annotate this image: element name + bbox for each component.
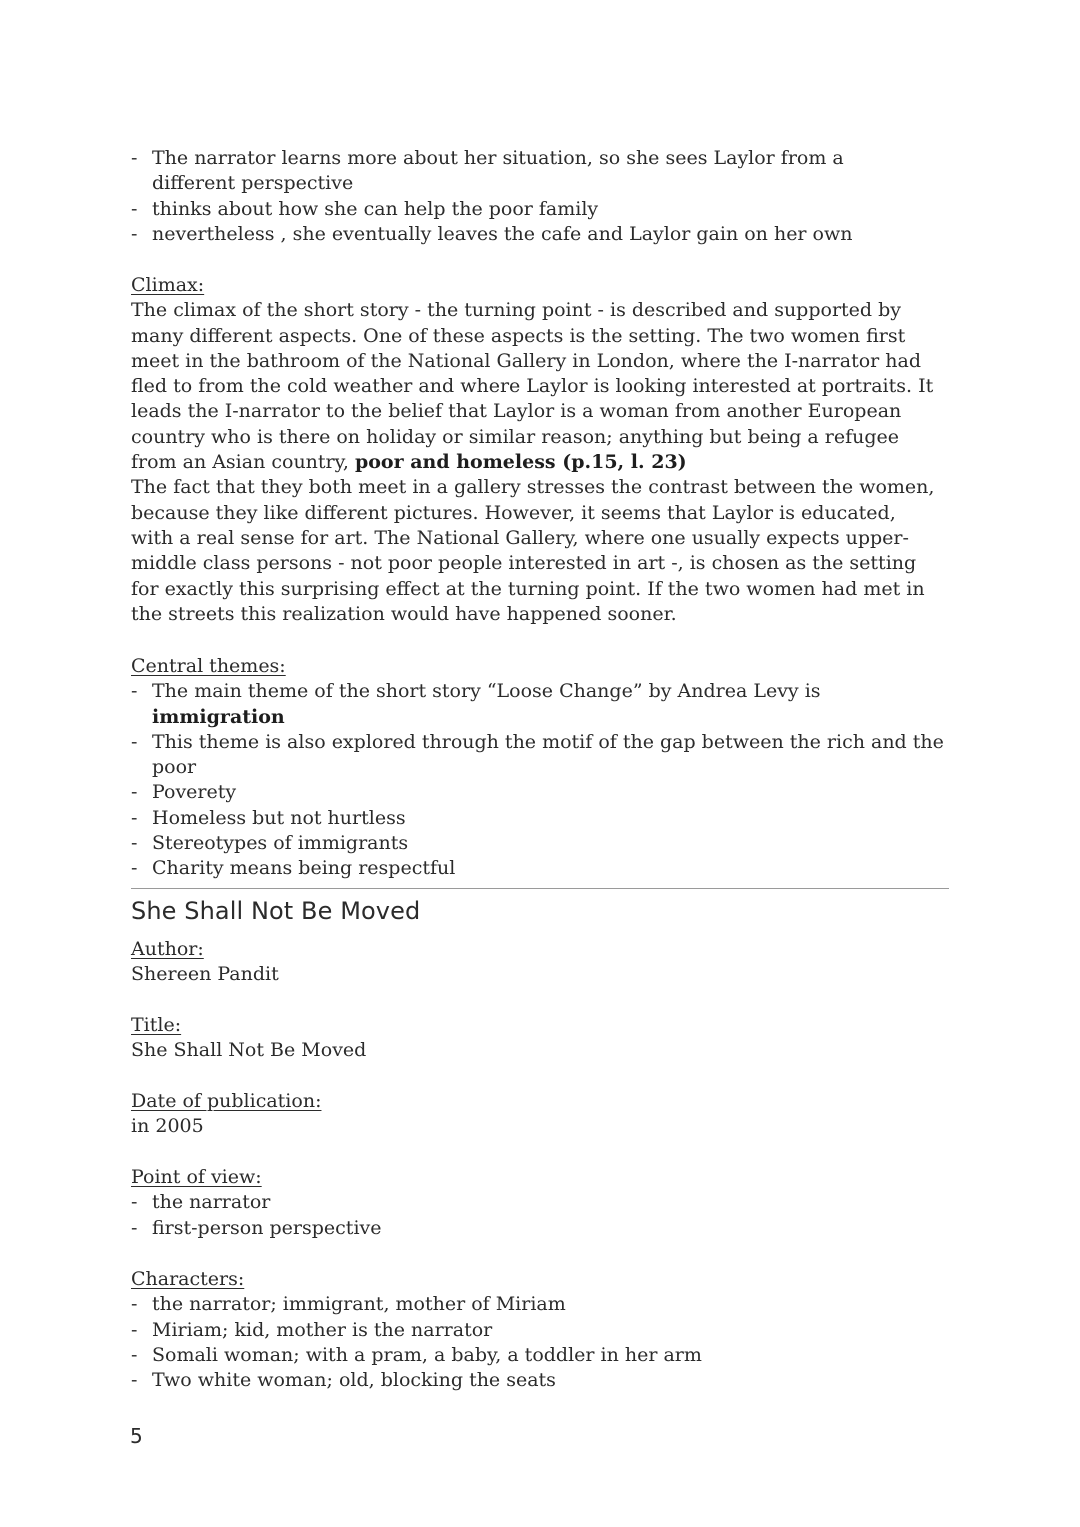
climax-section	[131, 273, 943, 627]
theme-main-text: The main theme of the short story “Loose Change” by Andrea Levy is	[152, 680, 821, 703]
characters-heading: Characters:	[131, 1268, 245, 1290]
list-item: - Poverety	[131, 780, 951, 805]
list-item	[131, 679, 951, 730]
climax-paragraph-2: The fact that they both meet in a gallery stresses the contrast between the women, because they like different pictures. However, it seems that Laylor is educated, with a real sense for art. The National Gallery, where one usually expects upper-middle class persons - not poor people interested in art -, is chosen as the setting for exactly this surprising effect at the turning point. If the two women had met in the streets this realization would have happened sooner.	[131, 476, 935, 625]
section-title: She Shall Not Be Moved	[131, 897, 421, 925]
climax-heading: Climax:	[131, 274, 205, 296]
central-themes-heading: Central themes:	[131, 655, 286, 677]
theme-main-bold: immigration	[152, 705, 285, 728]
author-value: Shereen Pandit	[131, 963, 279, 986]
list-item: - Stereotypes of immigrants	[131, 831, 951, 856]
list-item: - The narrator learns more about her situation, so she sees Laylor from a different perspective	[131, 146, 862, 197]
point-of-view-list	[131, 1190, 951, 1241]
list-item: - the narrator; immigrant, mother of Miriam	[131, 1292, 951, 1317]
list-item: - This theme is also explored through the motif of the gap between the rich and the poor	[131, 730, 951, 781]
characters-section	[131, 1267, 951, 1393]
central-themes-list	[131, 679, 951, 881]
author-heading: Author:	[131, 938, 204, 960]
list-item: - Homeless but not hurtless	[131, 806, 951, 831]
list-item: - the narrator	[131, 1190, 951, 1215]
publication-section	[131, 1089, 951, 1140]
list-item: - first-person perspective	[131, 1216, 951, 1241]
publication-value: in 2005	[131, 1115, 204, 1138]
page-number: 5	[130, 1424, 143, 1448]
list-item: - nevertheless , she eventually leaves the cafe and Laylor gain on her own	[131, 222, 951, 247]
climax-paragraph-1	[131, 298, 943, 475]
point-of-view-heading: Point of view:	[131, 1166, 262, 1188]
section-divider	[131, 888, 949, 889]
point-of-view-section	[131, 1165, 951, 1241]
title-value: She Shall Not Be Moved	[131, 1039, 367, 1062]
intro-bullet-list	[131, 146, 951, 247]
climax-quote-citation: poor and homeless (p.15, l. 23)	[354, 451, 687, 474]
author-section	[131, 937, 951, 988]
list-item: - Two white woman; old, blocking the seats	[131, 1368, 951, 1393]
characters-list	[131, 1292, 951, 1393]
list-item: - Somali woman; with a pram, a baby, a toddler in her arm	[131, 1343, 951, 1368]
publication-heading: Date of publication:	[131, 1090, 322, 1112]
climax-paragraph-1-text: The climax of the short story - the turning point - is described and supported by many different aspects. One of these aspects is the setting. The two women first meet in the bathroom of the National Gallery in London, where the I-narrator had fled to from the cold weather and where Laylor is looking interested at portraits. It leads the I-narrator to the belief that Laylor is a woman from another European country who is there on holiday or similar reason; anything but being a refugee from an Asian country,	[131, 299, 934, 474]
list-item: - Charity means being respectful	[131, 856, 951, 881]
central-themes-section	[131, 654, 951, 882]
list-item: - Miriam; kid, mother is the narrator	[131, 1318, 951, 1343]
title-section	[131, 1013, 951, 1064]
list-item: - thinks about how she can help the poor family	[131, 197, 951, 222]
title-heading: Title:	[131, 1014, 182, 1036]
